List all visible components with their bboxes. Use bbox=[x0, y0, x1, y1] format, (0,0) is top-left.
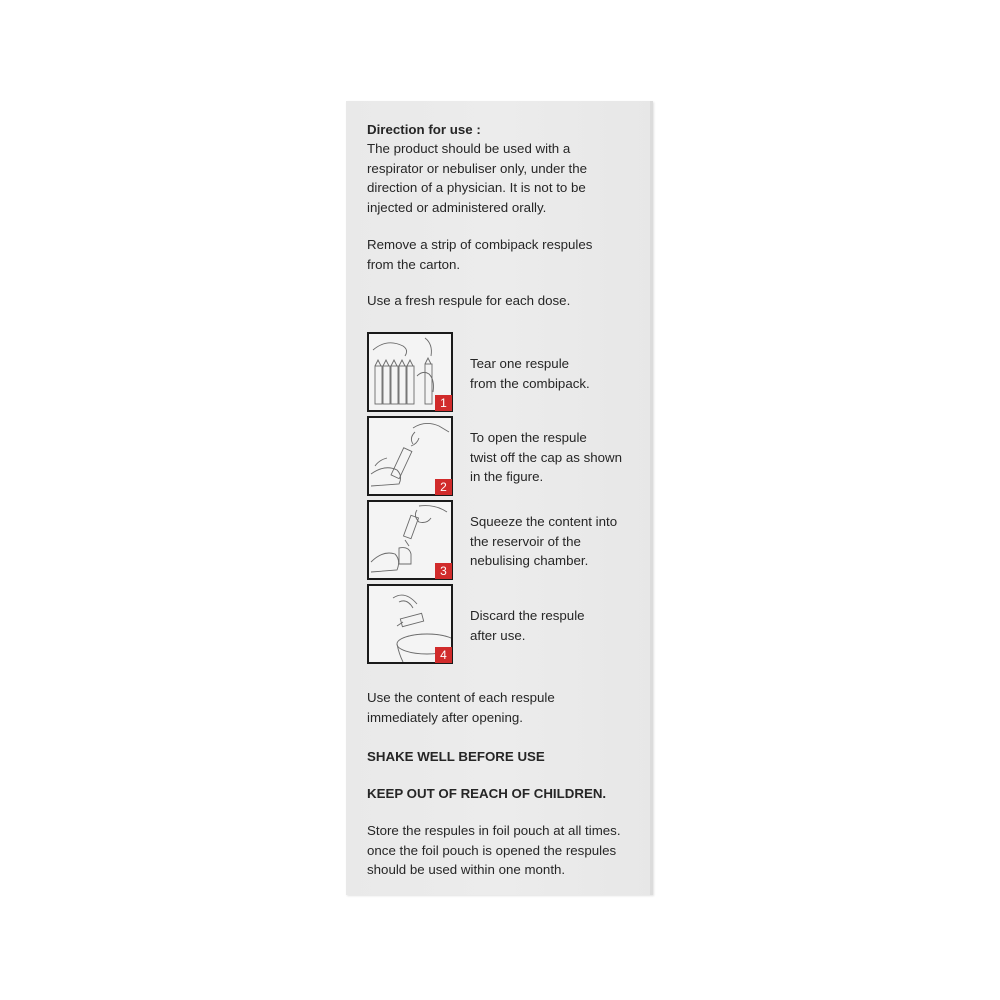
storage-line: should be used within one month. bbox=[367, 862, 566, 878]
storage-text bbox=[367, 821, 647, 880]
remove-line: Remove a strip of combipack respules bbox=[367, 237, 593, 252]
intro-text bbox=[367, 139, 647, 217]
intro-line: The product should be used with a bbox=[367, 141, 571, 156]
step-line: Squeeze the content into bbox=[470, 514, 618, 529]
carton-edge bbox=[650, 101, 653, 895]
immediately-line: Use the content of each respule bbox=[367, 690, 555, 705]
carton-panel bbox=[346, 101, 653, 895]
immediately-line: immediately after opening. bbox=[367, 709, 523, 725]
storage-line: Store the respules in foil pouch at all times. bbox=[367, 823, 621, 838]
step-line: Tear one respule bbox=[470, 356, 570, 371]
intro-line: injected or administered orally. bbox=[367, 199, 547, 215]
remove-text bbox=[367, 235, 647, 274]
step-2-text bbox=[470, 428, 640, 487]
step-line: after use. bbox=[470, 627, 526, 643]
children-warning: KEEP OUT OF REACH OF CHILDREN. bbox=[367, 786, 607, 801]
step-number-badge: 2 bbox=[435, 479, 452, 495]
intro-line: respirator or nebuliser only, under the bbox=[367, 160, 588, 176]
step-1-illustration bbox=[367, 332, 453, 412]
step-3-text bbox=[470, 512, 640, 571]
step-4-illustration bbox=[367, 584, 453, 664]
step-line: twist off the cap as shown bbox=[470, 449, 623, 465]
step-number-badge: 3 bbox=[435, 563, 452, 579]
step-4-text bbox=[470, 606, 640, 645]
immediately-text bbox=[367, 688, 647, 727]
step-line: To open the respule bbox=[470, 430, 587, 445]
step-line: Discard the respule bbox=[470, 608, 585, 623]
fresh-respule-text: Use a fresh respule for each dose. bbox=[367, 293, 571, 308]
step-line: nebulising chamber. bbox=[470, 553, 589, 569]
intro-line: direction of a physician. It is not to be bbox=[367, 180, 586, 196]
step-number-badge: 4 bbox=[435, 647, 452, 663]
step-3-illustration bbox=[367, 500, 453, 580]
step-line: from the combipack. bbox=[470, 375, 590, 391]
direction-heading: Direction for use : bbox=[367, 122, 481, 137]
step-number-badge: 1 bbox=[435, 395, 452, 411]
step-line: in the figure. bbox=[470, 469, 544, 485]
step-1-text bbox=[470, 354, 640, 393]
remove-line: from the carton. bbox=[367, 256, 461, 272]
step-2-illustration bbox=[367, 416, 453, 496]
step-line: the reservoir of the bbox=[470, 533, 581, 549]
shake-warning: SHAKE WELL BEFORE USE bbox=[367, 749, 545, 764]
storage-line: once the foil pouch is opened the respules bbox=[367, 842, 617, 858]
